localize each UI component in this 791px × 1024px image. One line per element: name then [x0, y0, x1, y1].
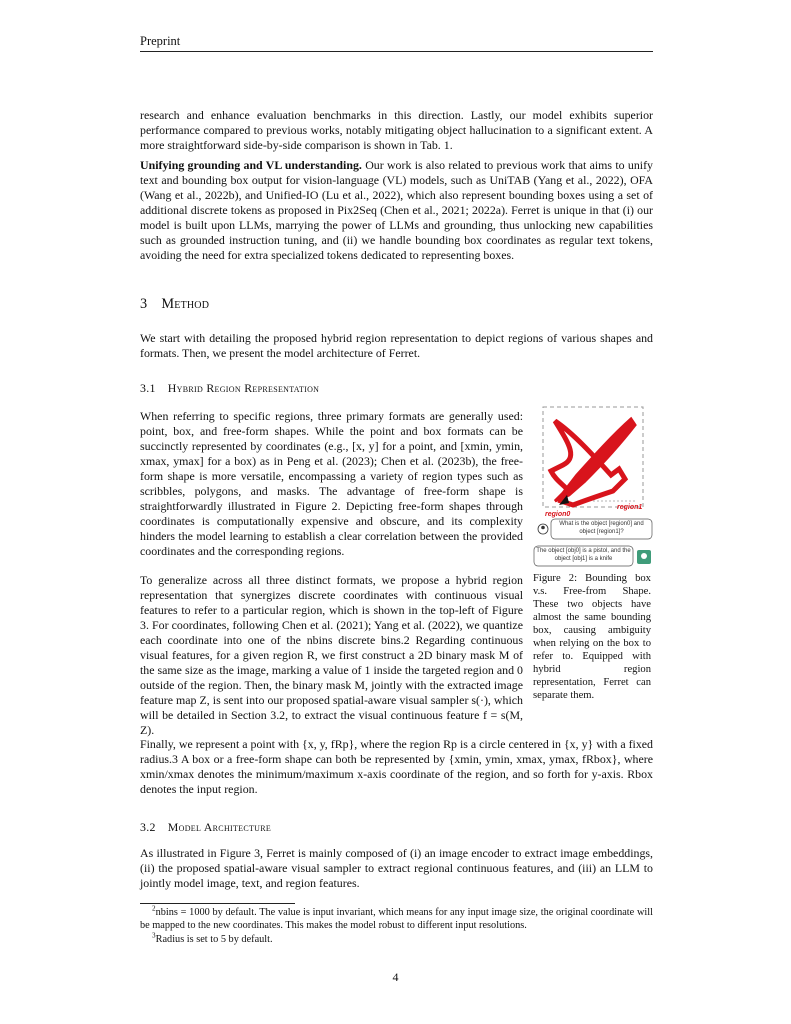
footnote-2: [140, 904, 653, 932]
section-3-2-paragraph-1: As illustrated in Figure 3, Ferret is mainly composed of (i) an image encoder to extract image embeddings, (ii) the proposed spatial-aware visual sampler to extract regional continuous features, and (iii) an LLM to jointly model image, text, and region features.: [140, 846, 653, 890]
section-3-2-title: Model Architecture: [167, 820, 272, 834]
footnote-3: [140, 931, 653, 947]
section-3-1-paragraph-1: When referring to specific regions, three primary formats are generally used: point, box, and free-form shapes. While the point and box formats can be succinctly represented by coordinates (e.g., [x, y] for a point, and [xmin, ymin, xmax, ymax] for a box) as in Peng et al. (2023); Chen et al. (2023b), the free-form shape is more versatile, encompassing a variety of region types such as scribbles, polygons, and masks. The advantage of free-form shape is straightforwardly illustrated in Figure 2. Depicting free-form shapes through coordinates is computationally expensive and obscure, and its complexity hinders the model learning to establish a clear correlation between the provided coordinates and the corresponding regions.: [140, 409, 523, 558]
figure-2-caption-text: Bounding box v.s. Free-from Shape. These two objects have almost the same bounding box, causing ambiguity when relying on the box to refer to. Equipped with hybrid region representation, Ferret can separate them.: [533, 573, 651, 701]
unifying-paragraph: [140, 158, 653, 263]
figure-2: [533, 405, 653, 568]
section-3-1-paragraph-2: To generalize across all three distinct formats, we propose a hybrid region representation that synergizes discrete coordinates with continuous visual features to refer to a particular region, which is shown in the top-left of Figure 3. For coordinates, following Chen et al. (2021); Yang et al. (2022), we quantize each coordinate into one of the nbins discrete bins.2 Regarding continuous visual features, for a given region R, we first construct a 2D binary mask M of the same size as the image, marking a value of 1 inside the targeted region and 0 outside of the region. Then, the binary mask M, jointly with the extracted image feature map Z, is sent into our proposed spatial-aware visual sampler s(·), which will be detailed in Section 3.2, to extract the visual continuous feature f = s(M, Z).: [140, 573, 523, 737]
section-3-1-title: Hybrid Region Representation: [167, 381, 320, 395]
intro-paragraph: research and enhance evaluation benchmarks in this direction. Lastly, our model exhibits superior performance compared to previous works, notably mitigating object hallucination to a significant extent. A more straightforward side-by-side comparison is shown in Tab. 1.: [140, 108, 653, 152]
footnote-3-text: Radius is set to 5 by default.: [155, 934, 273, 945]
footnote-2-text: nbins = 1000 by default. The value is input invariant, which means for any input image size, the original coordinate will be mapped to the new coordinates. This makes the model robust to different input resolutions.: [140, 907, 653, 931]
section-3-title: Method: [161, 296, 210, 312]
section-3-2-heading: 3.2 Model Architecture: [140, 820, 272, 834]
region1-label: region1: [617, 504, 643, 511]
answer-text-wrap: [535, 547, 632, 566]
user-avatar-head: [541, 526, 545, 530]
unifying-text: Our work is also related to previous work that aims to unify text and bounding box output for vision-language (VL) models, such as UniTAB (Yang et al., 2022), OFA (Wang et al., 2022b), and Unified-IO (Lu et al., 2022), which also represent bounding boxes using a set of additional discrete tokens as proposed in Pix2Seq (Chen et al., 2021; 2022a). Ferret is unique in that (i) our model is built upon LLMs, marrying the power of LLMs and grounding, thus unlocking new capabilities such as grounded instruction tuning, and (ii) we handle bounding box coordinates as regular text tokens, avoiding the need for extra specialized tokens dedicated to representing boxes.: [140, 158, 653, 262]
footnote-2-mark: 2: [152, 904, 156, 913]
figure-2-illustration: [533, 405, 653, 568]
page-number: 4: [392, 970, 399, 984]
running-header: Preprint: [140, 34, 181, 48]
section-3-intro: We start with detailing the proposed hybrid region representation to depict regions of various shapes and formats. Then, we present the model architecture of Ferret.: [140, 331, 653, 360]
region0-label: region0: [545, 511, 571, 518]
section-3-1-heading: 3.1 Hybrid Region Representation: [140, 381, 320, 395]
footnote-rule: [140, 903, 295, 904]
section-3-1-paragraph-3: Finally, we represent a point with {x, y, fRp}, where the region Rp is a circle centered in {x, y} with a fixed radius.3 A box or a free-form shape can both be represented by {xmin, ymin, xmax, ymax, fRbox}, where xmin/xmax denotes the minimum/maximum x-axis coordinate of the region, and so forth for y-axis. Rbox denotes the input region.: [140, 737, 653, 796]
question-text: What is the object [region0] and object [region1]?: [559, 521, 644, 535]
unifying-heading: Unifying grounding and VL understanding.: [140, 158, 362, 172]
figure-2-caption: [533, 572, 651, 702]
section-3-heading: 3 Method: [140, 296, 210, 312]
question-text-wrap: [552, 520, 651, 539]
ferret-avatar-face: [641, 553, 647, 559]
header-rule: [140, 51, 653, 52]
footnote-3-mark: 3: [152, 931, 156, 940]
answer-text: The object [obj0] is a pistol, and the object [obj1] is a knife: [536, 548, 631, 562]
figure-2-label: Figure 2:: [533, 573, 578, 584]
